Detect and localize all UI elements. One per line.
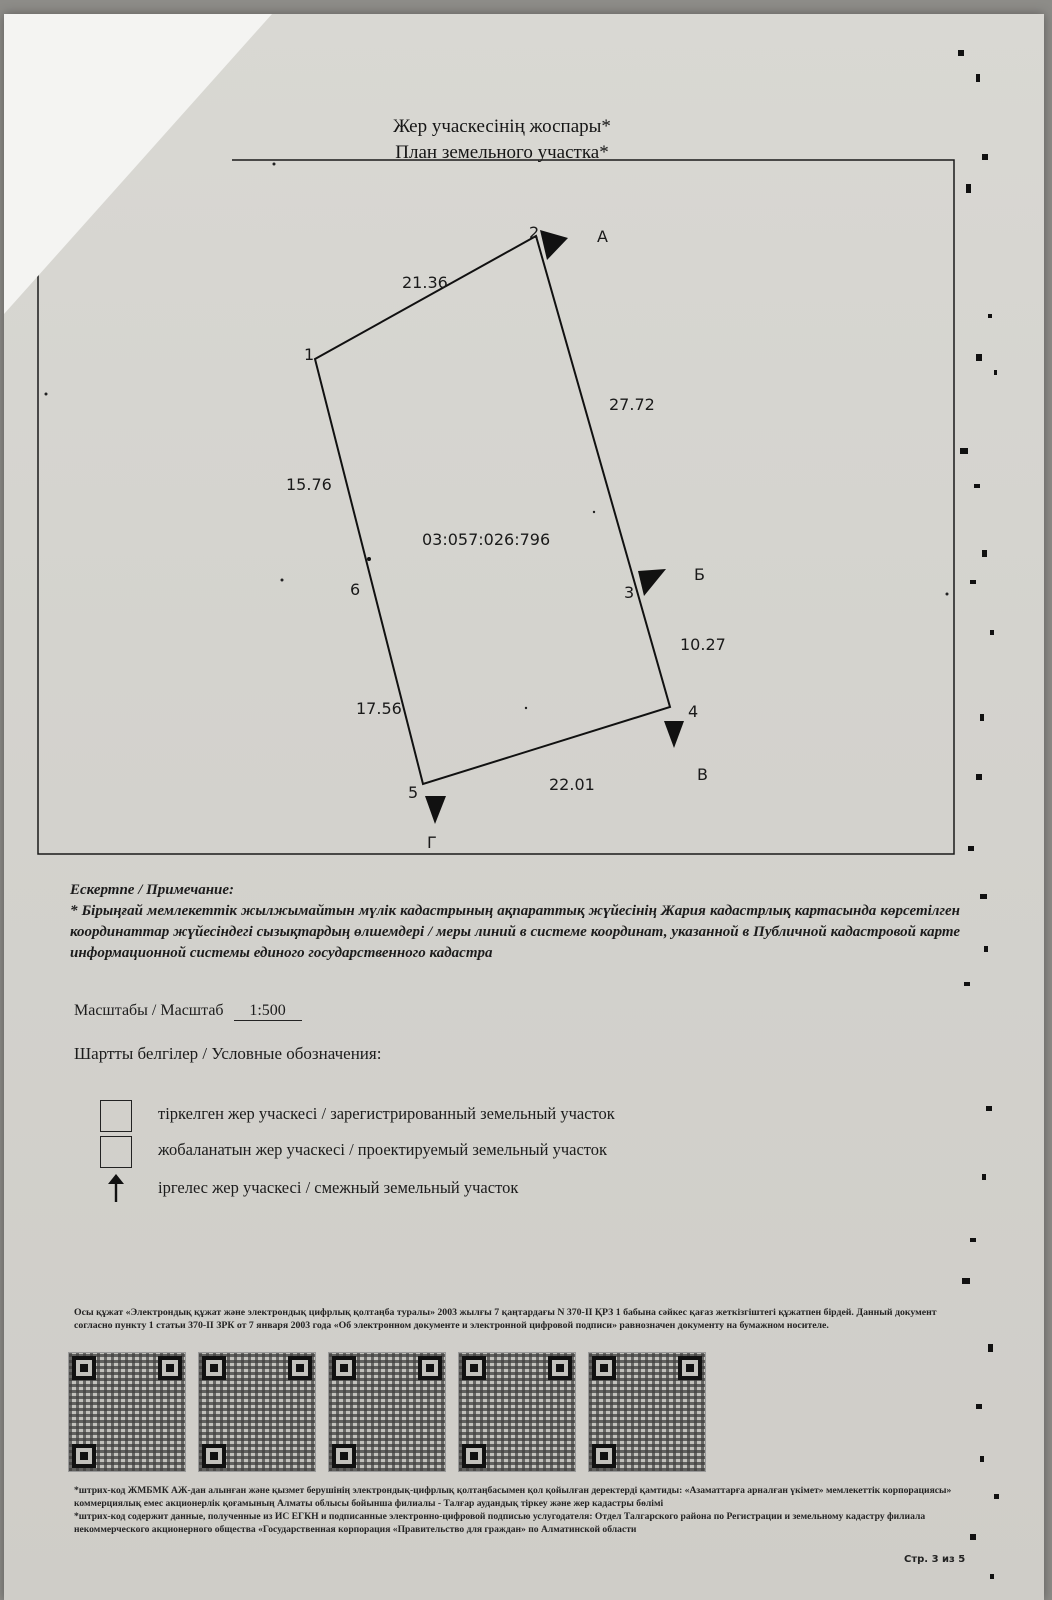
length-5-6: 17.56	[356, 699, 402, 718]
legend-title: Шартты белгілер / Условные обозначения:	[74, 1044, 382, 1063]
neighbour-arrow-a	[540, 230, 568, 260]
footnote-ru: *штрих-код содержит данные, полученные из ИС ЕГКН и подписанные электронно-цифровой подписью услугодателя: Отдел Талгарского района по Регистрации и земельному кадастру филиала некоммерческого акционерного общества «Государственная корпорация «Правительство для граждан» по Алматинской области	[74, 1511, 926, 1535]
qr-code-1	[68, 1352, 186, 1472]
qr-code-3	[328, 1352, 446, 1472]
folded-corner	[4, 14, 272, 314]
qr-code-5	[588, 1352, 706, 1472]
neighbour-arrow-g	[425, 796, 446, 824]
plan-title-ru: План земельного участка*	[395, 142, 609, 163]
point-label-1: 1	[304, 345, 315, 364]
neighbour-label-v: В	[697, 765, 708, 784]
neighbour-label-b: Б	[694, 565, 705, 584]
legend-label: іргелес жер учаскесі / смежный земельный участок	[158, 1178, 519, 1197]
neighbour-arrow-v	[664, 721, 684, 748]
page-number: Стр. 3 из 5	[904, 1554, 966, 1565]
point-label-4: 4	[688, 702, 699, 721]
point-label-3: 3	[624, 583, 635, 602]
cadastral-number: 03:057:026:796	[422, 530, 551, 549]
note-block	[70, 882, 960, 964]
projected-plot-symbol	[100, 1136, 132, 1168]
note-heading: Ескертпе / Примечание:	[70, 882, 235, 898]
note-text: * Бірыңғай мемлекеттік жылжымайтын мүлік кадастрының ақпараттық жүйесінің Жария кадастрлық картасында көрсетілген координаттар жүйесіндегі сызықтардың өлшемдері / меры линий в системе координат, указанной в Публичной кадастровой карте информационной системы единого государственного кадастра	[70, 903, 960, 961]
point-label-5: 5	[408, 783, 419, 802]
legal-notice: Осы құжат «Электрондық құжат және электрондық цифрлық қолтаңба туралы» 2003 жылғы 7 қаңтардағы N 370-II ҚРЗ 1 бабына сәйкес қағаз жеткізгіштегі құжатпен бірдей. Данный документ согласно пункту 1 статьи 370-II ЗРК от 7 января 2003 года «Об электронном документе и электронной цифровой подписи» равнозначен документу на бумажном носителе.	[74, 1307, 937, 1331]
plan-title-kk: Жер учаскесінің жоспары*	[393, 116, 611, 137]
qr-code-4	[458, 1352, 576, 1472]
neighbour-arrow-b	[638, 569, 666, 596]
barcode-footnote	[74, 1484, 974, 1536]
arrow-up-icon	[106, 1174, 126, 1202]
document-sheet	[4, 14, 1044, 1600]
length-6-1: 15.76	[286, 475, 332, 494]
qr-code-2	[198, 1352, 316, 1472]
neighbour-label-g: Г	[427, 833, 437, 852]
scale-value: 1:500	[234, 1002, 302, 1021]
scale-label: Масштабы / Масштаб	[74, 1002, 224, 1019]
scale-line	[74, 1002, 302, 1021]
length-1-2: 21.36	[402, 273, 448, 292]
point-marker-6	[367, 557, 371, 561]
length-4-5: 22.01	[549, 775, 595, 794]
neighbour-label-a: А	[597, 227, 608, 246]
legend-label: жобаланатын жер учаскесі / проектируемый земельный участок	[158, 1140, 608, 1159]
legend-label: тіркелген жер учаскесі / зарегистрированный земельный участок	[158, 1104, 615, 1123]
length-2-3: 27.72	[609, 395, 655, 414]
length-3-4: 10.27	[680, 635, 726, 654]
registered-plot-symbol	[100, 1100, 132, 1132]
point-label-2: 2	[529, 223, 540, 242]
footnote-kk: *штрих-код ЖМБМК АЖ-дан алынған және қызмет берушінің электрондық-цифрлық қолтаңбасымен қол қойылған деректерді қамтиды: «Азаматтарға арналған үкімет» мемлекеттік корпорациясы» коммерциялық емес акционерлік қоғамының Алматы облысы бойынша филиалы - Талғар аудандық тіркеу және жер кадастры бөлімі	[74, 1485, 952, 1509]
point-label-6: 6	[350, 580, 361, 599]
